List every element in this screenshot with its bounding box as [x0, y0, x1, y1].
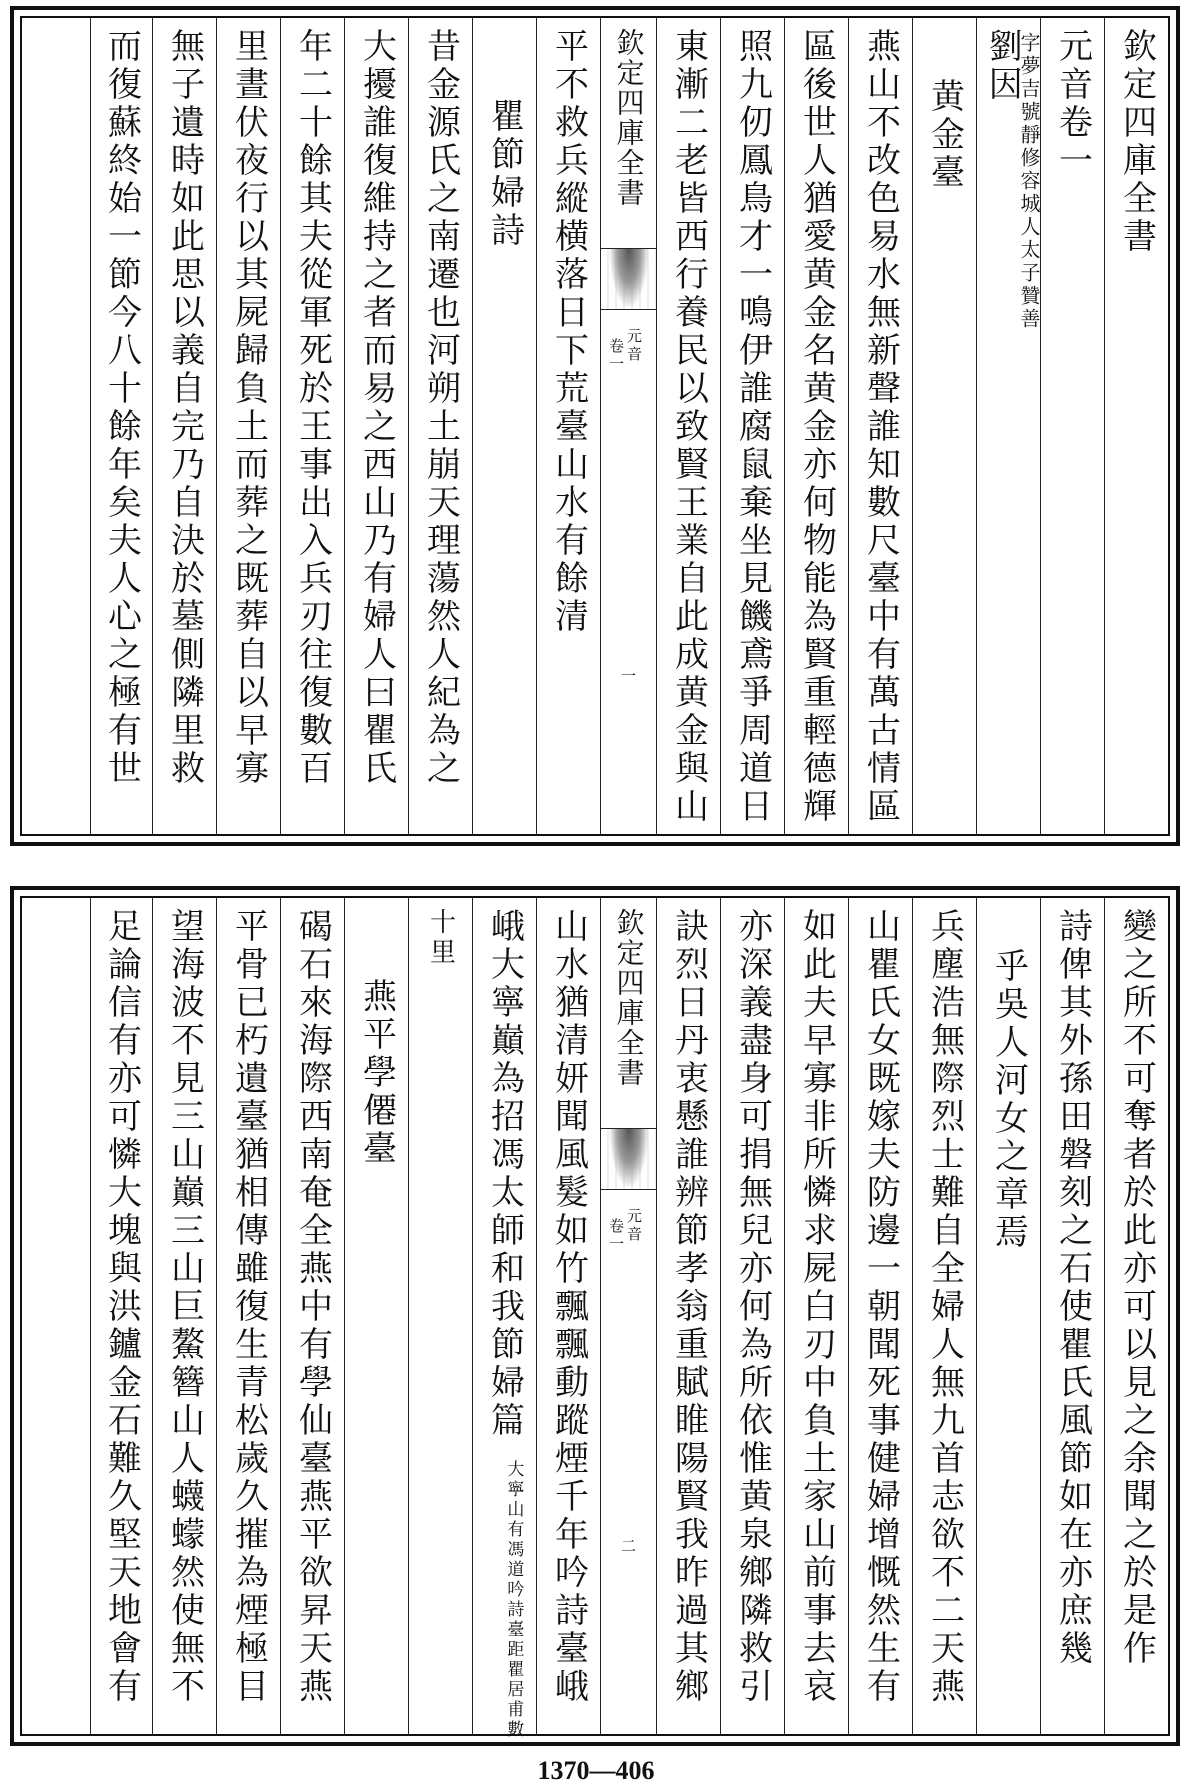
- fishtail-mark: [601, 1128, 656, 1190]
- text-line: 變之所不可奪者於此亦可以見之余聞之於是作: [1116, 908, 1157, 1668]
- text-column: [90, 18, 152, 834]
- column-heading: [472, 18, 536, 834]
- volume-title: 元音卷一: [1052, 28, 1093, 180]
- poem-title: 瞿節婦詩: [484, 98, 525, 250]
- page-number-footer: 1370—406: [537, 1756, 655, 1785]
- text-line: 訣烈日丹衷懸誰辨節孝翁重賦睢陽賢我昨過其鄉: [668, 908, 709, 1706]
- text-column: [408, 898, 472, 1734]
- column-title: [1104, 18, 1168, 834]
- text-column: [656, 898, 720, 1734]
- text-column: [720, 18, 784, 834]
- fishtail-mark: [601, 248, 656, 310]
- text-column: [1040, 898, 1104, 1734]
- bottom-page-frame: [20, 896, 1170, 1740]
- text-line: 照九仞鳳鳥才一鳴伊誰腐鼠棄坐見饑鳶爭周道日: [732, 28, 773, 826]
- text-line: 十里: [425, 908, 456, 968]
- text-column: [536, 18, 600, 834]
- text-line: 峨大寧巔為招馮太師和我節婦篇: [484, 908, 525, 1440]
- strip-header: 欽定四庫全書: [612, 28, 646, 208]
- text-line: 山瞿氏女既嫁夫防邊一朝聞死事健婦增慨然生有: [860, 908, 901, 1706]
- inline-note: 大寧山有馮道吟詩臺距瞿居甫數: [503, 1460, 524, 1740]
- text-line: 燕山不改色易水無新聲誰知數尺臺中有萬古情區: [860, 28, 901, 826]
- text-column: [216, 898, 280, 1734]
- strip-page: 一: [619, 668, 637, 686]
- text-column: [848, 18, 912, 834]
- text-column: [216, 18, 280, 834]
- text-column: [152, 898, 216, 1734]
- bottom-page: [10, 886, 1180, 1746]
- text-line: 東漸二老皆西行養民以致賢王業自此成黄金與山: [668, 28, 709, 826]
- text-line: 詩俾其外孫田磐刻之石使瞿氏風節如在亦庶幾: [1052, 908, 1093, 1668]
- text-column: [472, 898, 536, 1740]
- column-volume: [1040, 18, 1104, 834]
- text-line: 區後世人猶愛黄金名黄金亦何物能為賢重輕德輝: [796, 28, 837, 826]
- poem-title: 燕平學僊臺: [356, 978, 397, 1168]
- text-line: 而復蘇終始一節今八十餘年矣夫人心之極有世: [101, 28, 142, 788]
- text-line: 平不救兵縱横落日下荒臺山水有餘清: [548, 28, 589, 636]
- text-line: 望海波不見三山巔三山巨鰲簪山人蠛蠓然使無不: [164, 908, 205, 1706]
- column-author: [976, 18, 1040, 834]
- author-note: 字夢吉號靜修容城人太子贊善: [1017, 32, 1041, 331]
- text-column: [152, 18, 216, 834]
- top-page: [10, 6, 1180, 846]
- text-line: 如此夫早寡非所憐求屍白刃中負土家山前事去哀: [796, 908, 837, 1706]
- text-column: [848, 898, 912, 1734]
- strip-volume: 卷一: [607, 338, 625, 374]
- book-title: 欽定四庫全書: [1116, 28, 1157, 256]
- text-column: [720, 898, 784, 1734]
- text-column: [1104, 898, 1168, 1734]
- strip-book: 元音: [625, 1208, 643, 1244]
- poem-title: 黄金臺: [924, 78, 965, 192]
- column-heading: [344, 898, 408, 1734]
- text-column: [90, 898, 152, 1734]
- text-column: [280, 18, 344, 834]
- text-column: [784, 898, 848, 1734]
- text-line: 亦深義盡身可捐無兒亦何為所依惟黄泉鄉隣救引: [732, 908, 773, 1706]
- text-column: [912, 898, 976, 1734]
- strip-page: 二: [619, 1538, 637, 1556]
- author-name: 劉因: [982, 28, 1023, 104]
- text-column: [280, 898, 344, 1734]
- text-line: 兵塵浩無際烈士難自全婦人無九首志欲不二天燕: [924, 908, 965, 1706]
- text-line: 昔金源氏之南遷也河朔土崩天理蕩然人紀為之: [420, 28, 461, 788]
- text-line: 里晝伏夜行以其屍歸負土而葬之既葬自以早寡: [228, 28, 269, 788]
- text-column: [344, 18, 408, 834]
- text-column: [656, 18, 720, 834]
- text-line: 足論信有亦可憐大塊與洪鑪金石難久堅天地會有: [101, 908, 142, 1706]
- top-page-frame: [20, 16, 1170, 836]
- text-line: 無子遺時如此思以義自完乃自決於墓側隣里救: [164, 28, 205, 788]
- text-line: 平骨已朽遺臺猶相傳雖復生青松歲久摧為煙極目: [228, 908, 269, 1706]
- strip-volume: 卷一: [607, 1218, 625, 1254]
- strip-book: 元音: [625, 328, 643, 364]
- text-line: 年二十餘其夫從軍死於王事出入兵刃往復數百: [292, 28, 333, 788]
- column-heading: [912, 18, 976, 834]
- text-column: [536, 898, 600, 1734]
- text-column: [408, 18, 472, 834]
- text-line: 山水猶清妍聞風髮如竹飄飄動蹤煙千年吟詩臺峨: [548, 908, 589, 1706]
- text-column: [976, 898, 1040, 1734]
- text-column: [784, 18, 848, 834]
- center-strip: [600, 898, 656, 1734]
- text-line: 乎吳人河女之章焉: [988, 948, 1029, 1252]
- strip-header: 欽定四庫全書: [612, 908, 646, 1088]
- center-strip: [600, 18, 656, 834]
- text-line: 碣石來海際西南奄全燕中有學仙臺燕平欲昇天燕: [292, 908, 333, 1706]
- text-line: 大擾誰復維持之者而易之西山乃有婦人曰瞿氏: [356, 28, 397, 788]
